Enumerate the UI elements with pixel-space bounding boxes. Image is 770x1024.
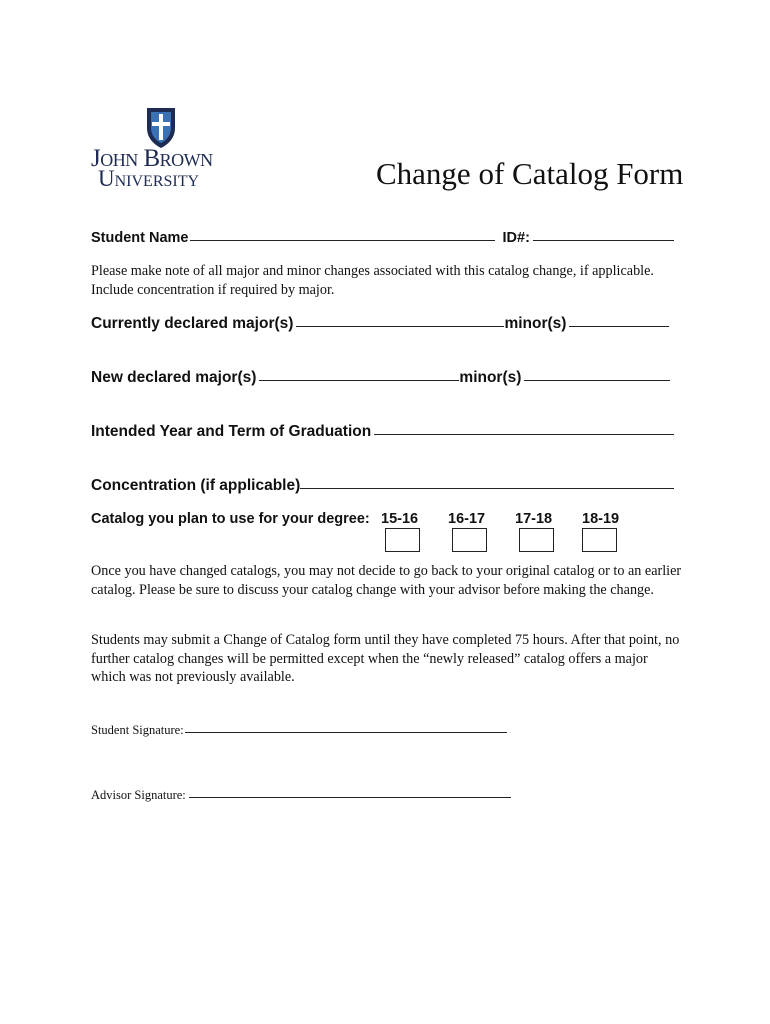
catalog-checkbox-17-18[interactable] xyxy=(519,528,554,552)
current-major-row xyxy=(91,316,669,332)
catalog-checkbox-15-16[interactable] xyxy=(385,528,420,552)
graduation-field[interactable] xyxy=(374,434,674,435)
new-minor-label: minor(s) xyxy=(459,369,522,386)
logo-university-name-line2: University xyxy=(98,166,200,191)
catalog-option-label: 15-16 xyxy=(381,511,419,527)
id-label: ID#: xyxy=(502,230,530,246)
catalog-change-policy: Once you have changed catalogs, you may not decide to go back to your original catalog or to an earlier catalog. Please be sure to discuss your catalog change with your advisor before making the change. xyxy=(91,563,682,598)
university-shield-icon xyxy=(143,106,179,150)
graduation-row xyxy=(91,424,674,440)
catalog-option-label: 17-18 xyxy=(515,511,553,527)
current-major-label: Currently declared major(s) xyxy=(91,315,294,332)
concentration-label: Concentration (if applicable) xyxy=(91,477,301,494)
student-signature-label: Student Signature: xyxy=(91,723,184,737)
current-minor-field[interactable] xyxy=(569,326,669,327)
logo-university-name-line1: John Brown xyxy=(91,145,213,172)
form-title: Change of Catalog Form xyxy=(376,156,684,191)
student-name-row xyxy=(91,231,674,246)
id-field[interactable] xyxy=(533,240,674,241)
student-name-field[interactable] xyxy=(190,240,495,241)
new-major-field[interactable] xyxy=(259,380,459,381)
graduation-label: Intended Year and Term of Graduation xyxy=(91,423,372,440)
catalog-checkbox-18-19[interactable] xyxy=(582,528,617,552)
student-signature-field[interactable] xyxy=(185,732,507,733)
advisor-signature-field[interactable] xyxy=(189,797,511,798)
concentration-row xyxy=(91,478,674,494)
concentration-field[interactable] xyxy=(300,488,674,489)
catalog-option-label: 18-19 xyxy=(582,511,620,527)
catalog-option-label: 16-17 xyxy=(448,511,486,527)
new-minor-field[interactable] xyxy=(524,380,670,381)
current-minor-label: minor(s) xyxy=(504,315,567,332)
catalog-checkbox-16-17[interactable] xyxy=(452,528,487,552)
catalog-question: Catalog you plan to use for your degree: xyxy=(91,511,370,527)
instructions-note: Please make note of all major and minor changes associated with this catalog change, if applicable. Include concentration if required by major. xyxy=(91,263,654,298)
student-signature-row xyxy=(91,724,507,737)
current-major-field[interactable] xyxy=(296,326,504,327)
advisor-signature-row xyxy=(91,789,511,802)
hours-limit-policy: Students may submit a Change of Catalog form until they have completed 75 hours. After that point, no further catalog changes will be permitted except when the “newly released” catalog offers a major which was not previously available. xyxy=(91,632,680,685)
new-major-label: New declared major(s) xyxy=(91,369,257,386)
student-name-label: Student Name xyxy=(91,230,189,246)
advisor-signature-label: Advisor Signature: xyxy=(91,788,186,802)
new-major-row xyxy=(91,370,670,386)
